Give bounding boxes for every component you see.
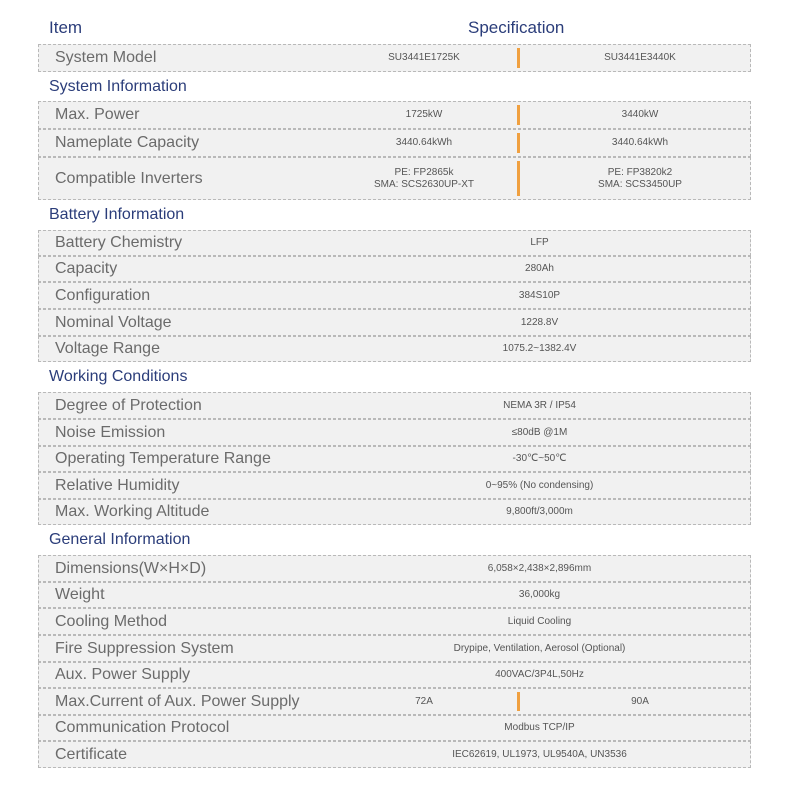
row-value: 1075.2~1382.4V <box>502 343 577 354</box>
row-value: SU3441E1725K <box>388 52 460 63</box>
row-label: Communication Protocol <box>55 719 230 736</box>
row-value: 72A <box>415 695 433 707</box>
table-row <box>38 499 751 525</box>
table-row <box>38 282 751 309</box>
table-row <box>38 309 751 336</box>
row-value: IEC62619, UL1973, UL9540A, UN3536 <box>452 748 627 760</box>
row-label: Max.Current of Aux. Power Supply <box>55 692 300 710</box>
row-label: Aux. Power Supply <box>55 666 191 683</box>
table-row <box>38 101 751 129</box>
row-label: Configuration <box>55 286 151 304</box>
row-label: Nominal Voltage <box>55 313 172 331</box>
row-value: 280Ah <box>525 263 554 274</box>
table-row <box>38 582 751 608</box>
table-row <box>38 688 751 715</box>
column-divider <box>517 105 520 125</box>
row-value: ≤80dB @1M <box>511 426 568 438</box>
row-label: Relative Humidity <box>55 476 180 494</box>
table-row <box>38 44 751 72</box>
table-row <box>38 715 751 741</box>
row-label: Cooling Method <box>55 612 168 630</box>
row-value: 400VAC/3P4L,50Hz <box>495 669 584 680</box>
table-row <box>38 472 751 499</box>
row-value: 9,800ft/3,000m <box>506 506 573 517</box>
table-row <box>38 157 751 200</box>
row-value: NEMA 3R / IP54 <box>503 399 576 411</box>
row-value: 3440.64kWh <box>395 137 453 148</box>
row-value: Drypipe, Ventilation, Aerosol (Optional) <box>453 642 626 654</box>
column-divider <box>517 48 520 68</box>
column-divider <box>517 161 520 196</box>
row-value: 36,000kg <box>518 589 561 600</box>
row-label: Operating Temperature Range <box>55 450 271 467</box>
row-value: 1725kW <box>405 109 443 120</box>
row-value: LFP <box>530 237 549 248</box>
table-row <box>38 446 751 472</box>
row-value: 1228.8V <box>520 316 559 328</box>
row-value: PE: FP2865k SMA: SCS2630UP-XT <box>373 166 475 190</box>
column-divider <box>517 692 520 711</box>
table-row <box>38 608 751 635</box>
section-title: Battery Information <box>49 206 185 223</box>
table-row <box>38 392 751 419</box>
row-label: Battery Chemistry <box>55 234 183 251</box>
row-label: Capacity <box>55 260 118 277</box>
section-title: System Information <box>49 78 187 95</box>
table-row <box>38 635 751 662</box>
table-row <box>38 741 751 768</box>
row-value: 3440.64kWh <box>611 137 669 148</box>
section-title: General Information <box>49 531 191 548</box>
row-label: Weight <box>55 586 105 603</box>
row-value: Modbus TCP/IP <box>504 722 575 733</box>
row-label: Noise Emission <box>55 423 166 441</box>
table-row <box>38 662 751 688</box>
row-label: Max. Working Altitude <box>55 503 210 520</box>
row-value: 6,058×2,438×2,896mm <box>487 562 592 574</box>
row-label: Certificate <box>55 745 128 763</box>
table-row <box>38 230 751 256</box>
row-value: PE: FP3820k2 SMA: SCS3450UP <box>598 166 682 190</box>
table-row <box>38 419 751 446</box>
table-row <box>38 256 751 282</box>
header-item: Item <box>49 18 83 37</box>
section-title: Working Conditions <box>49 368 188 385</box>
row-value: Liquid Cooling <box>507 615 572 627</box>
row-label: System Model <box>55 49 157 66</box>
row-label: Voltage Range <box>55 340 160 357</box>
table-row <box>38 336 751 362</box>
row-label: Nameplate Capacity <box>55 134 200 151</box>
table-row <box>38 555 751 582</box>
row-value: -30℃~50℃ <box>512 453 567 464</box>
row-label: Max. Power <box>55 106 140 123</box>
table-row <box>38 129 751 157</box>
row-value: 3440kW <box>621 109 659 120</box>
row-value: 0~95% (No condensing) <box>485 479 594 491</box>
column-divider <box>517 133 520 153</box>
header-specification: Specification <box>468 18 565 37</box>
row-value: 90A <box>631 695 649 707</box>
row-label: Compatible Inverters <box>55 169 203 187</box>
row-label: Fire Suppression System <box>55 639 234 657</box>
row-value: SU3441E3440K <box>604 52 676 63</box>
row-label: Dimensions(W×H×D) <box>55 559 207 577</box>
row-label: Degree of Protection <box>55 396 202 414</box>
row-value: 384S10P <box>518 289 561 301</box>
